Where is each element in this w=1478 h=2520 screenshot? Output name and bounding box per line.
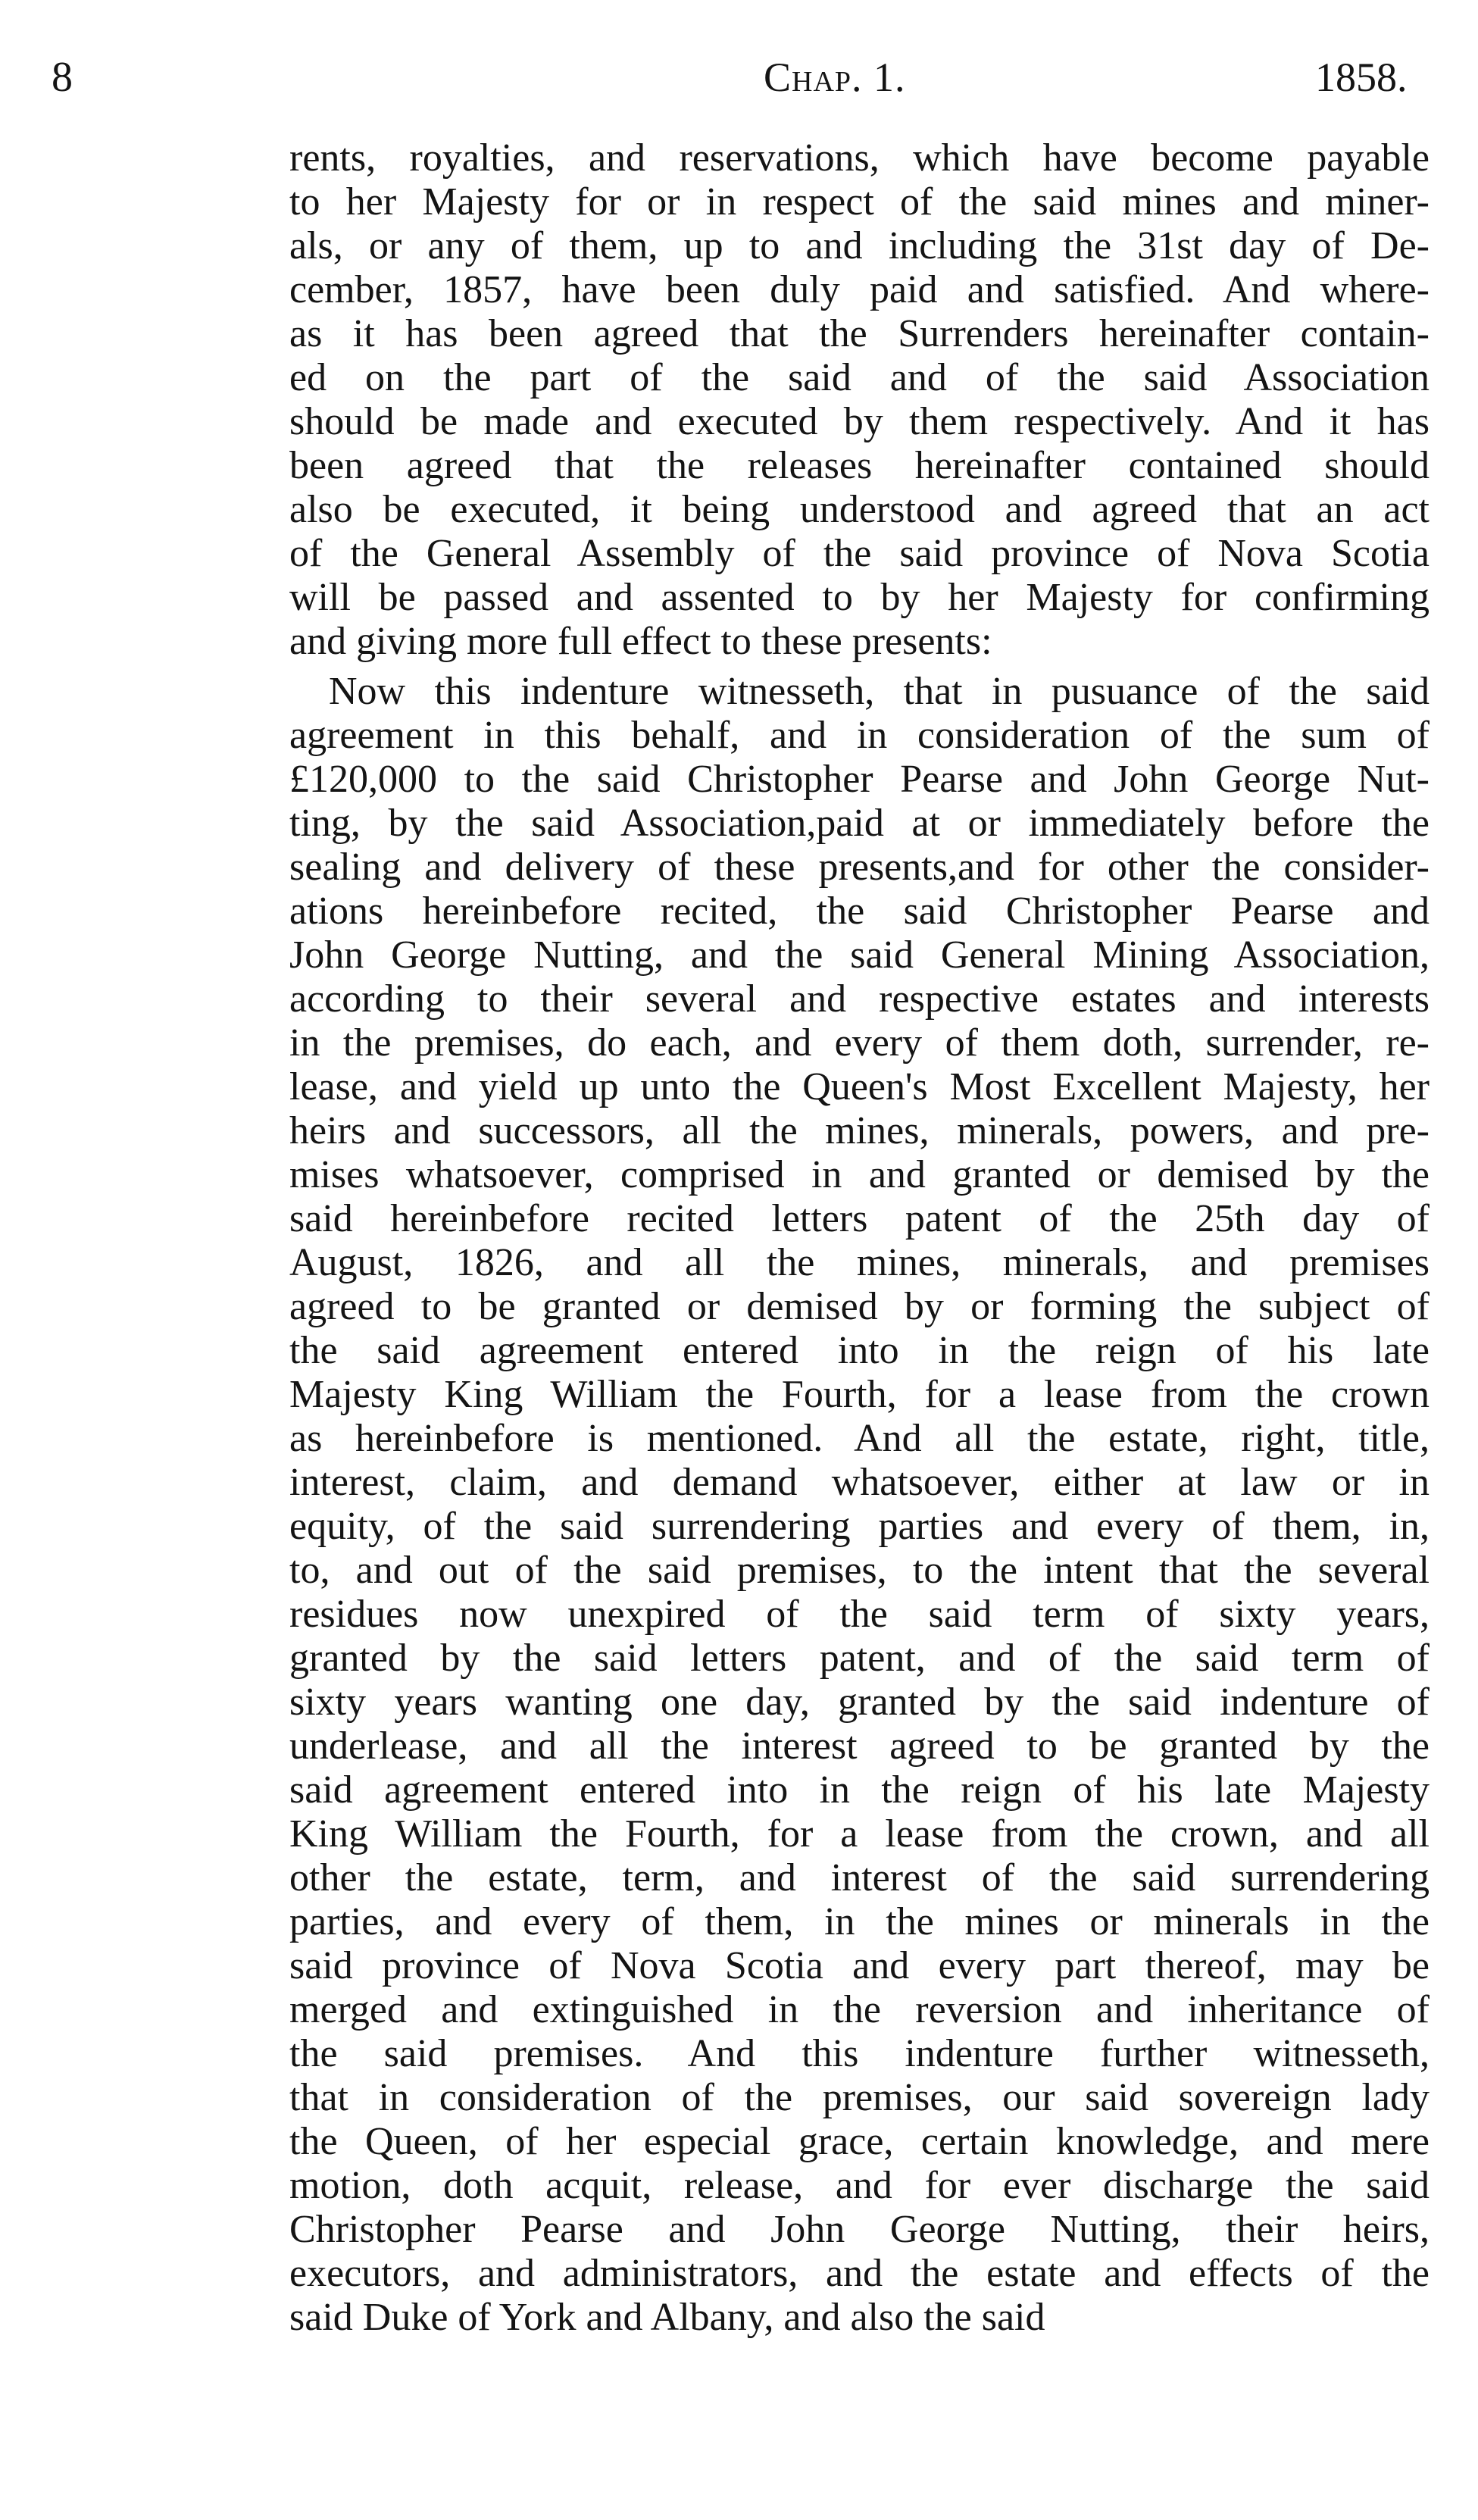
text-line: motion, doth acquit, release, and for ever discharge the said (289, 2164, 1430, 2207)
text-line: said hereinbefore recited letters patent of the 25th day of (289, 1197, 1430, 1240)
text-line: agreed to be granted or demised by or forming the subject of (289, 1285, 1430, 1328)
text-line: said province of Nova Scotia and every part thereof, may be (289, 1944, 1430, 1987)
text-line: rents, royalties, and reservations, which have become payable (289, 136, 1430, 180)
text-line: underlease, and all the interest agreed to be granted by the (289, 1724, 1430, 1768)
text-line: said agreement entered into in the reign of his late Majesty (289, 1768, 1430, 1812)
text-line: according to their several and respective estates and interests (289, 977, 1430, 1021)
text-line: cember, 1857, have been duly paid and satisfied. And where- (289, 268, 1430, 311)
text-line: the said agreement entered into in the reign of his late (289, 1329, 1430, 1372)
body-text (289, 136, 1430, 2340)
text-line: to, and out of the said premises, to the intent that the several (289, 1549, 1430, 1592)
text-line: as it has been agreed that the Surrenders hereinafter contain- (289, 312, 1430, 355)
text-line: sealing and delivery of these presents,and for other the consider- (289, 846, 1430, 889)
text-line: should be made and executed by them respectively. And it has (289, 400, 1430, 443)
text-line: been agreed that the releases hereinafter contained should (289, 444, 1430, 487)
text-line: granted by the said letters patent, and of the said term of (289, 1637, 1430, 1680)
text-line: as hereinbefore is mentioned. And all the estate, right, title, (289, 1417, 1430, 1460)
text-line: will be passed and assented to by her Majesty for confirming (289, 576, 1430, 619)
text-line: agreement in this behalf, and in consideration of the sum of (289, 714, 1430, 757)
text-line: equity, of the said surrendering parties and every of them, in, (289, 1505, 1430, 1548)
text-line: Christopher Pearse and John George Nutting, their heirs, (289, 2208, 1430, 2251)
text-line: the said premises. And this indenture further witnesseth, (289, 2032, 1430, 2075)
text-line: sixty years wanting one day, granted by the said indenture of (289, 1681, 1430, 1724)
text-line: and giving more full effect to these presents: (289, 620, 992, 663)
text-line: Now this indenture witnesseth, that in pusuance of the said (329, 670, 1430, 713)
year-heading: 1858. (1315, 55, 1408, 100)
text-line: John George Nutting, and the said General Mining Association, (289, 933, 1430, 977)
text-line: King William the Fourth, for a lease from the crown, and all (289, 1812, 1430, 1856)
text-line: other the estate, term, and interest of the said surrendering (289, 1856, 1430, 1899)
text-line: als, or any of them, up to and including the 31st day of De- (289, 224, 1430, 267)
text-line: also be executed, it being understood and agreed that an act (289, 488, 1430, 531)
page-number: 8 (52, 54, 73, 101)
text-line: in the premises, do each, and every of them doth, surrender, re- (289, 1021, 1430, 1065)
text-line: of the General Assembly of the said province of Nova Scotia (289, 532, 1430, 575)
text-line: Majesty King William the Fourth, for a lease from the crown (289, 1373, 1430, 1416)
text-line: interest, claim, and demand whatsoever, either at law or in (289, 1461, 1430, 1504)
text-line: ations hereinbefore recited, the said Christopher Pearse and (289, 890, 1430, 933)
text-line: merged and extinguished in the reversion and inheritance of (289, 1988, 1430, 2031)
text-line: executors, and administrators, and the estate and effects of the (289, 2252, 1430, 2295)
text-line: said Duke of York and Albany, and also the said (289, 2296, 1045, 2339)
text-line: £120,000 to the said Christopher Pearse and John George Nut- (289, 758, 1430, 801)
running-header (0, 47, 1478, 108)
text-line: the Queen, of her especial grace, certain knowledge, and mere (289, 2120, 1430, 2163)
text-line: that in consideration of the premises, our said sovereign lady (289, 2076, 1430, 2119)
text-line: heirs and successors, all the mines, minerals, powers, and pre- (289, 1109, 1430, 1152)
paragraph (289, 670, 1430, 2340)
text-line: lease, and yield up unto the Queen's Most Excellent Majesty, her (289, 1065, 1430, 1108)
text-line: parties, and every of them, in the mines or minerals in the (289, 1900, 1430, 1943)
text-line: ting, by the said Association,paid at or immediately before the (289, 802, 1430, 845)
text-line: mises whatsoever, comprised in and granted or demised by the (289, 1153, 1430, 1196)
text-line: residues now unexpired of the said term of sixty years, (289, 1593, 1430, 1636)
text-line: ed on the part of the said and of the said Association (289, 356, 1430, 399)
text-line: August, 1826, and all the mines, minerals, and premises (289, 1241, 1430, 1284)
paragraph (289, 136, 1430, 664)
text-line: to her Majesty for or in respect of the said mines and miner- (289, 180, 1430, 224)
chapter-heading: Chap. 1. (764, 55, 906, 100)
